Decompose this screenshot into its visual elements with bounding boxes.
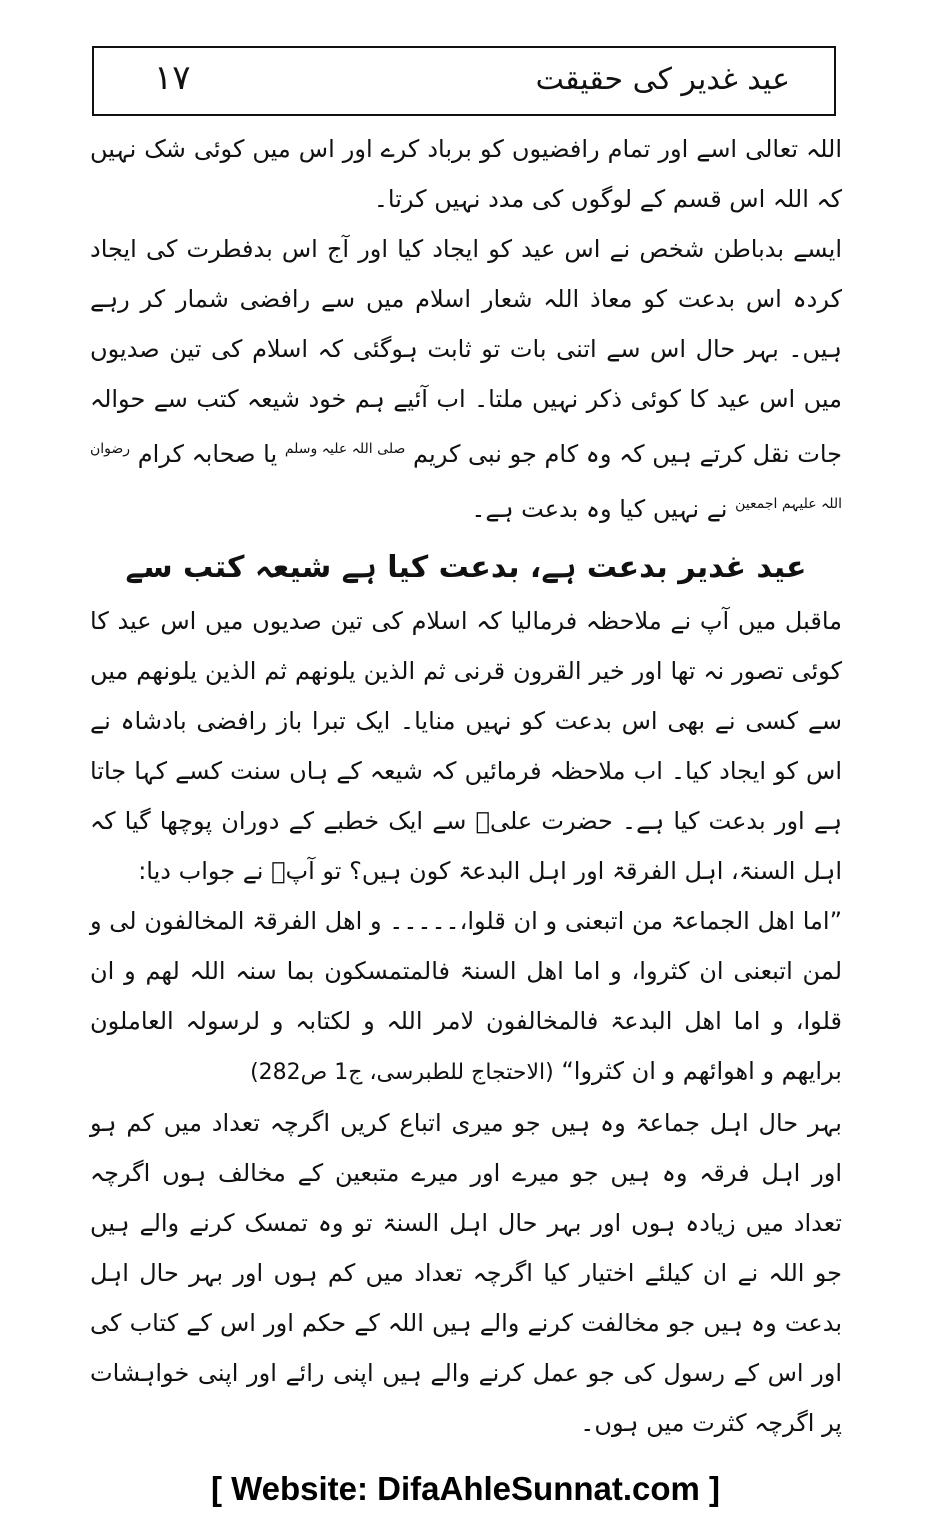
- arabic-quote: [90, 896, 842, 1098]
- paragraph-2: [90, 224, 842, 534]
- page-body: [90, 124, 842, 1448]
- page-header: [92, 46, 836, 116]
- page-number: ۱۷: [154, 58, 191, 98]
- honorific-prophet: صلی اللہ علیہ وسلم: [284, 441, 406, 457]
- paragraph-2-text: ایسے بدباطن شخص نے اس عید کو ایجاد کیا اور آج اس بدفطرت کی ایجاد کردہ اس بدعت کو معاذ اللہ شعار اسلام میں سے رافضی شمار کر رہے ہیں۔ بہر حال اس سے اتنی بات تو ثابت ہوگئی کہ اسلام کی تین صدیوں میں اس عید کا کوئی ذکر نہیں ملتا۔ اب آئیے ہم خود شیعہ کتب سے حوالہ جات نقل کرتے ہیں کہ وہ کام جو نبی کریم: [90, 235, 842, 468]
- paragraph-4: بہر حال اہل جماعۃ وہ ہیں جو میری اتباع کریں اگرچہ تعداد میں کم ہو اور اہل فرقہ وہ ہیں جو میرے اور میرے متبعین کے مخالف ہوں اگرچہ تعداد میں زیادہ ہوں اور بہر حال اہل السنۃ تو وہ تمسک کرنے والے ہیں جو اللہ نے ان کیلئے اختیار کیا اگرچہ تعداد میں کم ہوں اور بہر حال اہل بدعت وہ ہیں جو مخالفت کرنے والے ہیں اللہ کے حکم اور اس کے کتاب کی اور اس کے رسول کی جو عمل کرنے والے ہیں اپنی رائے اور اپنی خواہشات پر اگرچہ کثرت میں ہوں۔: [90, 1109, 843, 1437]
- honorific-companions: رضوان اللہ علیہم اجمعین: [90, 441, 842, 512]
- paragraph-2-mid: یا صحابہ کرام: [137, 440, 278, 468]
- running-title: عید غدیر کی حقیقت: [535, 62, 790, 97]
- paragraph-3: ماقبل میں آپ نے ملاحظہ فرمالیا کہ اسلام کی تین صدیوں میں اس عید کا کوئی تصور نہ تھا اور خیر القرون قرنی ثم الذین یلونھم ثم الذین یلونھم میں سے کسی نے بھی اس بدعت کو نہیں منایا۔ ایک تبرا باز رافضی بادشاہ نے اس کو ایجاد کیا۔ اب ملاحظہ فرمائیں کہ شیعہ کے ہاں سنت کسے کہا جاتا ہے اور بدعت کیا ہے۔ حضرت علیؓ سے ایک خطبے کے دوران پوچھا گیا کہ اہل السنۃ، اہل الفرقۃ اور اہل البدعۃ کون ہیں؟ تو آپؓ نے جواب دیا:: [90, 607, 842, 885]
- paragraph-1: اللہ تعالی اسے اور تمام رافضیوں کو برباد کرے اور اس میں کوئی شک نہیں کہ اللہ اس قسم کے لوگوں کی مدد نہیں کرتا۔: [90, 135, 842, 213]
- section-heading: عید غدیر بدعت ہے، بدعت کیا ہے شیعہ کتب سے: [125, 550, 807, 585]
- quote-reference: (الاحتجاج للطبرسی، ج1 ص282): [250, 1060, 554, 1085]
- paragraph-2-end: نے نہیں کیا وہ بدعت ہے۔: [471, 495, 728, 523]
- arabic-quote-text: ”اما اھل الجماعۃ من اتبعنی و ان قلوا،۔۔۔۔۔ و اھل الفرقۃ المخالفون لی و لمن اتبعنی ان کثروا، و اما اھل السنۃ فالمتمسکون بما سنہ اللہ لھم و ان قلوا، و اما اھل البدعۃ فالمخالفون لامر اللہ و لکتابہ و لرسولہ العاملون برایھم و اھوائھم و ان کثروا“: [90, 907, 842, 1085]
- website-footer: [ Website: DifaAhleSunnat.com ]: [210, 1470, 721, 1507]
